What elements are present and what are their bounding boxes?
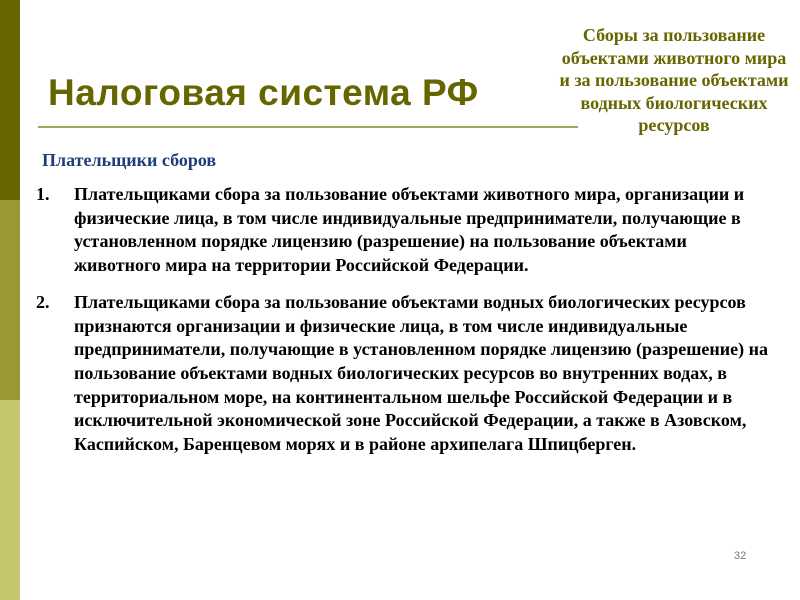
payers-list <box>32 183 772 457</box>
slide-title: Налоговая система РФ <box>48 72 479 113</box>
list-item-number: 2. <box>36 291 50 312</box>
list-item <box>32 183 772 278</box>
left-accent-bar <box>0 0 20 600</box>
list-item <box>32 291 772 457</box>
list-item-text: Плательщиками сбора за пользование объектами водных биологических ресурсов признаются организации и физические лица, в том числе индивидуальные предприниматели, получающие в установленном порядке лицензию (разрешение) на пользование объектами водных биологических ресурсов во внутренних водах, в территориальном море, на континентальном шельфе Российской Федерации и в исключительной экономической зоне Российской Федерации, а также в Азовском, Каспийском, Баренцевом морях и в районе архипелага Шпицберген. <box>74 291 768 455</box>
list-item-number: 1. <box>36 184 50 204</box>
accent-bar-segment-dark <box>0 0 20 200</box>
section-subtitle: Плательщики сборов <box>42 150 217 170</box>
accent-bar-segment-light <box>0 400 20 600</box>
page-number: 32 <box>734 550 747 562</box>
list-item-text: Плательщиками сбора за пользование объектами животного мира, организации и физические лица, в том числе индивидуальные предприниматели, получающие в установленном порядке лицензию (разрешение) на пользование объектами животного мира на территории Российской Федерации. <box>74 184 745 276</box>
accent-bar-segment-mid <box>0 200 20 400</box>
title-divider <box>38 126 578 128</box>
side-heading: Сборы за пользование объектами животного мира и за пользование объектами водных биологических ресурсов <box>559 25 789 135</box>
